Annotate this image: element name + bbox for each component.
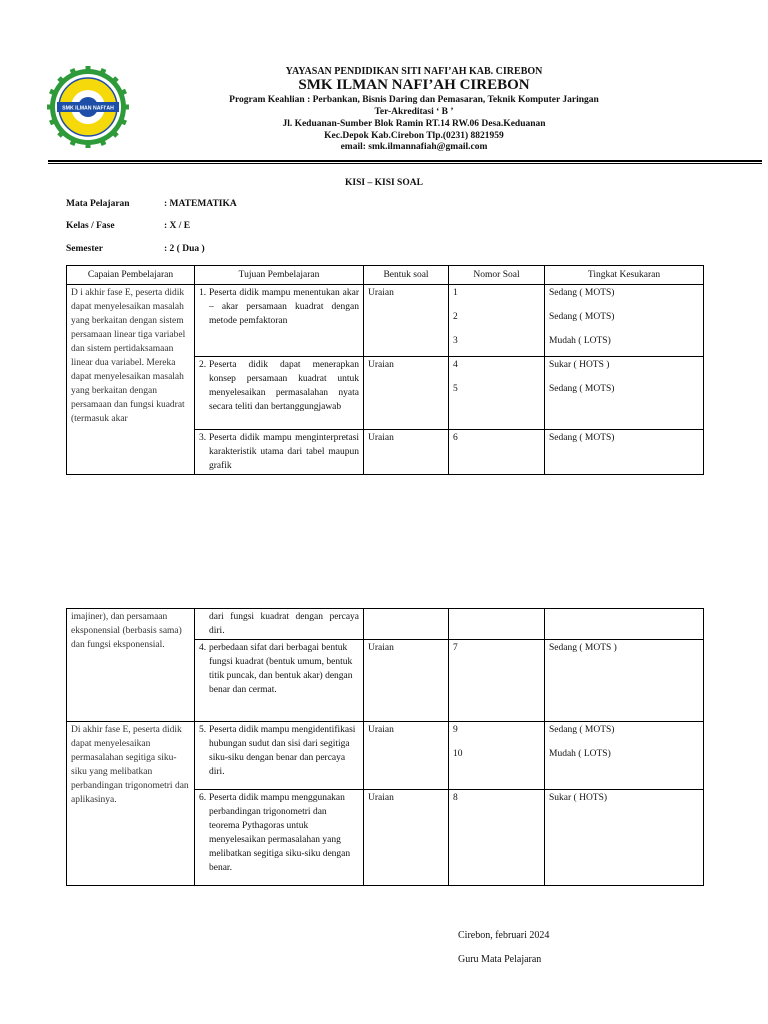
header-tingkat: Tingkat Kesukaran [545, 266, 704, 285]
email-line: email: smk.ilmannafiah@gmail.com [340, 142, 488, 152]
bentuk-cell: Uraian [364, 357, 449, 430]
header-divider [48, 160, 762, 162]
alamat-line-2: Kec.Depok Kab.Cirebon Tlp.(0231) 8821959 [324, 131, 504, 141]
program-keahlian: Program Keahlian : Perbankan, Bisnis Daring dan Pemasaran, Teknik Komputer Jaringan [229, 95, 599, 105]
nomor-cell: 7 [449, 640, 545, 722]
table-row [67, 285, 704, 357]
table-row [67, 722, 704, 790]
school-name: SMK ILMAN NAFI’AH CIREBON [298, 77, 530, 93]
tingkat-cell: Sedang ( MOTS ) [545, 640, 704, 722]
bentuk-cell: Uraian [364, 640, 449, 722]
yayasan-name: YAYASAN PENDIDIKAN SITI NAFI’AH KAB. CIREBON [285, 66, 543, 77]
header-divider-thin [48, 163, 762, 164]
header-bentuk: Bentuk soal [364, 266, 449, 285]
nomor-cell: 6 [449, 430, 545, 475]
nomor-cell: 1 2 3 [449, 285, 545, 357]
tujuan-cell-continued: dari fungsi kuadrat dengan percaya diri. [195, 609, 364, 640]
table-header-row [67, 266, 704, 285]
meta-semester: Semester : 2 ( Dua ) [66, 244, 205, 254]
tingkat-cell: Sedang ( MOTS) [545, 430, 704, 475]
tujuan-cell: 5. Peserta didik mampu mengidentifikasi hubungan sudut dan sisi dari segitiga siku-siku dengan benar dan percaya diri. [195, 722, 364, 790]
header-capaian: Capaian Pembelajaran [67, 266, 195, 285]
akreditasi: Ter-Akreditasi ‘ B ’ [374, 107, 454, 117]
header-nomor: Nomor Soal [449, 266, 545, 285]
tujuan-cell: 4. perbedaan sifat dari berbagai bentuk fungsi kuadrat (bentuk umum, bentuk titik puncak, dan bentuk akar) dengan benar dan cermat. [195, 640, 364, 722]
document-title: KISI – KISI SOAL [345, 178, 423, 188]
kisi-table-part-2 [66, 608, 704, 886]
tingkat-cell: Sedang ( MOTS) Sedang ( MOTS) Mudah ( LOTS) [545, 285, 704, 357]
nomor-cell [449, 609, 545, 640]
nomor-cell: 4 5 [449, 357, 545, 430]
meta-mata-pelajaran: Mata Pelajaran : MATEMATIKA [66, 199, 237, 209]
tujuan-cell: 3. Peserta didik mampu menginterpretasi karakteristik utama dari tabel maupun grafik [195, 430, 364, 475]
header-tujuan: Tujuan Pembelajaran [195, 266, 364, 285]
capaian-cell-continued: imajiner), dan persamaan eksponensial (berbasis sama) dan fungsi eksponensial. [67, 609, 195, 722]
tujuan-cell: 6. Peserta didik mampu menggunakan perbandingan trigonometri dan teorema Pythagoras untuk menyelesaikan permasalahan yang melibatkan segitiga siku-siku dengan benar. [195, 790, 364, 886]
tingkat-cell [545, 609, 704, 640]
nomor-cell: 8 [449, 790, 545, 886]
table-row [67, 609, 704, 640]
meta-kelas: Kelas / Fase : X / E [66, 221, 191, 231]
tingkat-cell: Sukar ( HOTS) [545, 790, 704, 886]
alamat-line-1: Jl. Keduanan-Sumber Blok Ramin RT.14 RW.06 Desa.Keduanan [282, 119, 546, 129]
bentuk-cell: Uraian [364, 790, 449, 886]
tujuan-cell: 1. Peserta didik mampu menentukan akar – akar persamaan kuadrat dengan metode pemfaktoran [195, 285, 364, 357]
nomor-cell: 9 10 [449, 722, 545, 790]
bentuk-cell [364, 609, 449, 640]
capaian-cell: D i akhir fase E, peserta didik dapat menyelesaikan masalah yang berkaitan dengan sistem persamaan linear tiga variabel dan sistem pertidaksamaan linear dua variabel. Mereka dapat menyelesaikan masalah yang berkaitan dengan persamaan dan fungsi kuadrat (termasuk akar [67, 285, 195, 475]
signature-role: Guru Mata Pelajaran [458, 954, 542, 965]
bentuk-cell: Uraian [364, 285, 449, 357]
tujuan-cell: 2. Peserta didik dapat menerapkan konsep persamaan kuadrat untuk menyelesaikan permasalahan nyata secara teliti dan bertanggungjawab [195, 357, 364, 430]
bentuk-cell: Uraian [364, 430, 449, 475]
kisi-table-part-1 [66, 265, 704, 475]
tingkat-cell: Sedang ( MOTS) Mudah ( LOTS) [545, 722, 704, 790]
tingkat-cell: Sukar ( HOTS ) Sedang ( MOTS) [545, 357, 704, 430]
bentuk-cell: Uraian [364, 722, 449, 790]
svg-text:SMK ILMAN NAFI'AH: SMK ILMAN NAFI'AH [62, 105, 114, 112]
place-date: Cirebon, februari 2024 [458, 930, 550, 941]
capaian-cell: Di akhir fase E, peserta didik dapat menyelesaikan permasalahan segitiga siku-siku yang melibatkan perbandingan trigonometri dan aplikasinya. [67, 722, 195, 886]
